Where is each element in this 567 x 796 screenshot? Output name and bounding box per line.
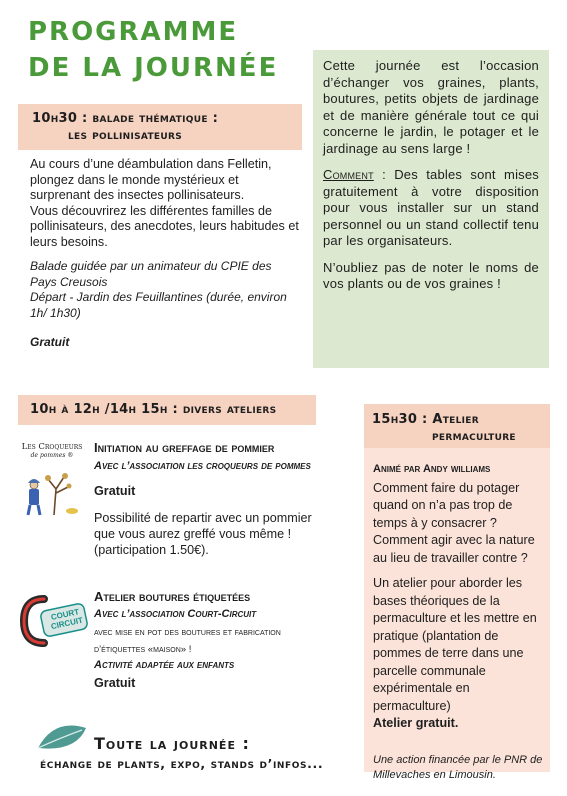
balade-header-line1: 10h30 : balade thématique :: [32, 111, 219, 126]
croqueurs-logo: [20, 442, 84, 522]
balade-header: [18, 104, 302, 150]
permaculture-header-line1: 15h30 : Atelier: [372, 412, 479, 427]
page-title-line1: PROGRAMME: [28, 17, 239, 47]
footer-subtitle: échange de plants, expo, stands d’infos...: [40, 756, 324, 771]
greffage-details: Possibilité de repartir avec un pommier que vous aurez greffé vous même ! (participation 1.50€).: [94, 510, 312, 557]
footer-title: Toute la journée :: [94, 734, 250, 753]
ateliers-header: [18, 395, 316, 425]
court-circuit-logo-text: COURT CIRCUIT: [50, 607, 84, 632]
balade-section: [30, 157, 300, 351]
intro-text: Cette journée est l’occasion d’échanger vos graines, plants, boutures, petits objets de jardinage et de manière générale tout ce qui concerne le jardin, le potager et le jardinage au sens large !: [323, 58, 539, 156]
boutures-details: avec mise en pot des boutures et fabrication d’étiquettes «maison» !: [94, 627, 281, 655]
permaculture-header-line2: permaculture: [432, 429, 516, 444]
permaculture-funding: Une action financée par le PNR de Millevaches en Limousin.: [373, 753, 543, 781]
boutures-title: Atelier boutures étiquetées: [94, 589, 251, 604]
intro-comment: [323, 167, 539, 250]
intro-comment-label: Comment: [323, 167, 374, 182]
page-title-line2: DE LA JOURNÉE: [28, 53, 279, 83]
court-circuit-logo: [18, 593, 90, 649]
balade-p2: Vous découvrirez les différentes familles de pollinisateurs, des anecdotes, leurs habitudes et leurs besoins.: [30, 203, 299, 249]
boutures-price: Gratuit: [94, 675, 136, 690]
croqueurs-illustration-icon: [20, 459, 84, 517]
balade-guide: Balade guidée par un animateur du CPIE des Pays Creusois: [30, 259, 272, 289]
balade-p1: Au cours d’une déambulation dans Felletin, plongez dans le monde mystérieux et surprenant des insectes pollinisateurs.: [30, 157, 272, 202]
balade-price: Gratuit: [30, 335, 70, 349]
greffage-section: [94, 440, 320, 558]
permaculture-q2: Comment agir avec la nature au lieu de travailler contre ?: [373, 533, 535, 565]
permaculture-box: [364, 404, 550, 781]
permaculture-price: Atelier gratuit.: [373, 716, 459, 730]
boutures-section: [94, 589, 320, 691]
boutures-association: Avec l’association Court-Circuit: [94, 607, 257, 620]
ateliers-header-text: 10h à 12h /14h 15h : divers ateliers: [30, 402, 277, 417]
greffage-price: Gratuit: [94, 484, 136, 498]
balade-header-line2: les pollinisateurs: [68, 128, 182, 143]
leaf-icon: [36, 722, 88, 754]
permaculture-p: Un atelier pour aborder les bases théoriques de la permaculture et les mettre en pratique (plantation de pommes de terre dans une parcelle communale expérimentale en permaculture): [373, 576, 537, 713]
permaculture-host: Animé par Andy williams: [373, 463, 491, 475]
permaculture-q1: Comment faire du potager quand on n’a pas trop de temps à y consacrer ?: [373, 480, 520, 530]
intro-box: [313, 50, 549, 368]
croqueurs-logo-line2: de pommes ®: [30, 452, 74, 459]
intro-reminder: N’oubliez pas de noter le noms de vos plants ou de vos graines !: [323, 259, 539, 291]
intro-comment-text: : Des tables sont mises gratuitement à votre disposition pour vous installer sur un stand personnel ou un stand collectif tenu par les organisateurs.: [323, 167, 539, 248]
boutures-kids: Activité adaptée aux enfants: [94, 659, 235, 671]
balade-depart: Départ - Jardin des Feuillantines (durée, environ 1h/ 1h30): [30, 290, 287, 320]
greffage-title: Initiation au greffage de pommier: [94, 440, 275, 455]
croqueurs-logo-line1: Les Croqueurs: [21, 442, 83, 452]
greffage-association: Avec l’association les croqueurs de pommes: [94, 459, 311, 472]
page-title: [28, 14, 308, 86]
permaculture-body: [364, 448, 550, 783]
permaculture-header: [364, 404, 550, 448]
